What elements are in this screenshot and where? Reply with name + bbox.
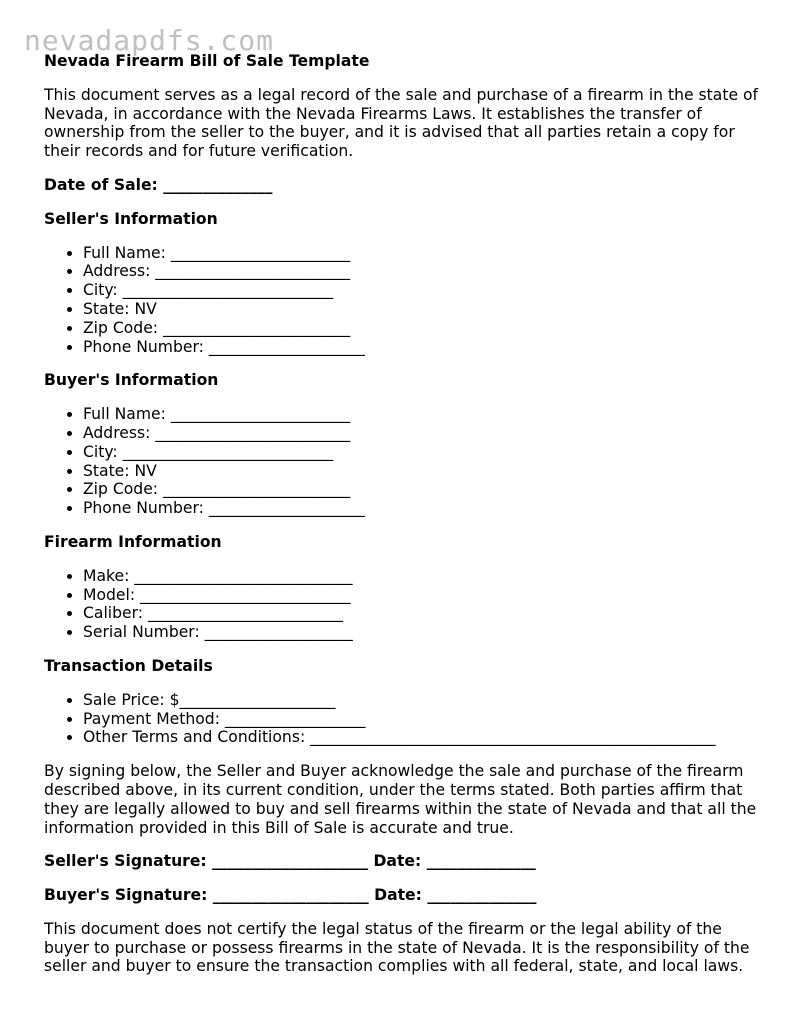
seller-signature-line [44,852,764,871]
date-of-sale-label: Date of Sale: [44,175,158,194]
buyer-zip: • Zip Code: ________________________ [83,480,764,499]
firearm-make: • Make: ____________________________ [83,567,764,586]
document-title: Nevada Firearm Bill of Sale Template [44,52,370,70]
seller-heading: Seller's Information [44,209,218,228]
transaction-list [44,691,764,747]
buyer-city: • City: ___________________________ [83,443,764,462]
firearm-list [44,567,764,642]
buyer-signature-line [44,886,764,905]
seller-phone: • Phone Number: ____________________ [83,338,764,357]
seller-date-blank: ______________ [426,852,536,871]
firearm-caliber: • Caliber: _________________________ [83,604,764,623]
watermark: nevadapdfs.com [24,24,275,57]
buyer-heading: Buyer's Information [44,371,219,390]
seller-date-label: Date: [373,852,422,871]
transaction-other-terms: • Other Terms and Conditions: ____________________________________________________ [83,728,764,747]
buyer-date-label: Date: [374,886,422,905]
buyer-state: • State: NV [83,462,764,481]
seller-full-name: • Full Name: _______________________ [83,244,764,263]
buyer-signature-label: Buyer's Signature: [44,886,208,905]
transaction-sale-price: • Sale Price: $____________________ [83,691,764,710]
document-body [44,52,764,991]
date-of-sale-line [44,176,764,195]
seller-state: • State: NV [83,300,764,319]
intro-paragraph: This document serves as a legal record of the sale and purchase of a firearm in the state of Nevada, in accordance with the Nevada Firearms Laws. It establishes the transfer of ownership from the seller to the buyer, and it is advised that all parties retain a copy for their records and for future verification. [44,85,759,161]
date-of-sale-blank: ______________ [163,175,273,194]
buyer-phone: • Phone Number: ____________________ [83,499,764,518]
seller-address: • Address: _________________________ [83,262,764,281]
buyer-full-name: • Full Name: _______________________ [83,405,764,424]
seller-signature-blank: ____________________ [212,852,369,871]
seller-zip: • Zip Code: ________________________ [83,319,764,338]
firearm-model: • Model: ___________________________ [83,586,764,605]
buyer-date-blank: ______________ [427,886,537,905]
transaction-payment-method: • Payment Method: __________________ [83,710,764,729]
buyer-list [44,405,764,518]
seller-signature-label: Seller's Signature: [44,852,207,871]
disclaimer-paragraph: This document does not certify the legal status of the firearm or the legal ability of the buyer to purchase or possess firearms in the state of Nevada. It is the responsibility of the seller and buyer to ensure the transaction complies with all federal, state, and local laws. [44,919,750,976]
firearm-heading: Firearm Information [44,532,222,551]
seller-city: • City: ___________________________ [83,281,764,300]
buyer-signature-blank: ____________________ [212,886,369,905]
acknowledgement-paragraph: By signing below, the Seller and Buyer acknowledge the sale and purchase of the firearm described above, in its current condition, under the terms stated. Both parties affirm that they are legally allowed to buy and sell firearms within the state of Nevada and that all the information provided in this Bill of Sale is accurate and true. [44,762,757,837]
transaction-heading: Transaction Details [44,656,213,675]
buyer-address: • Address: _________________________ [83,424,764,443]
firearm-serial: • Serial Number: ___________________ [83,623,764,642]
seller-list [44,244,764,357]
